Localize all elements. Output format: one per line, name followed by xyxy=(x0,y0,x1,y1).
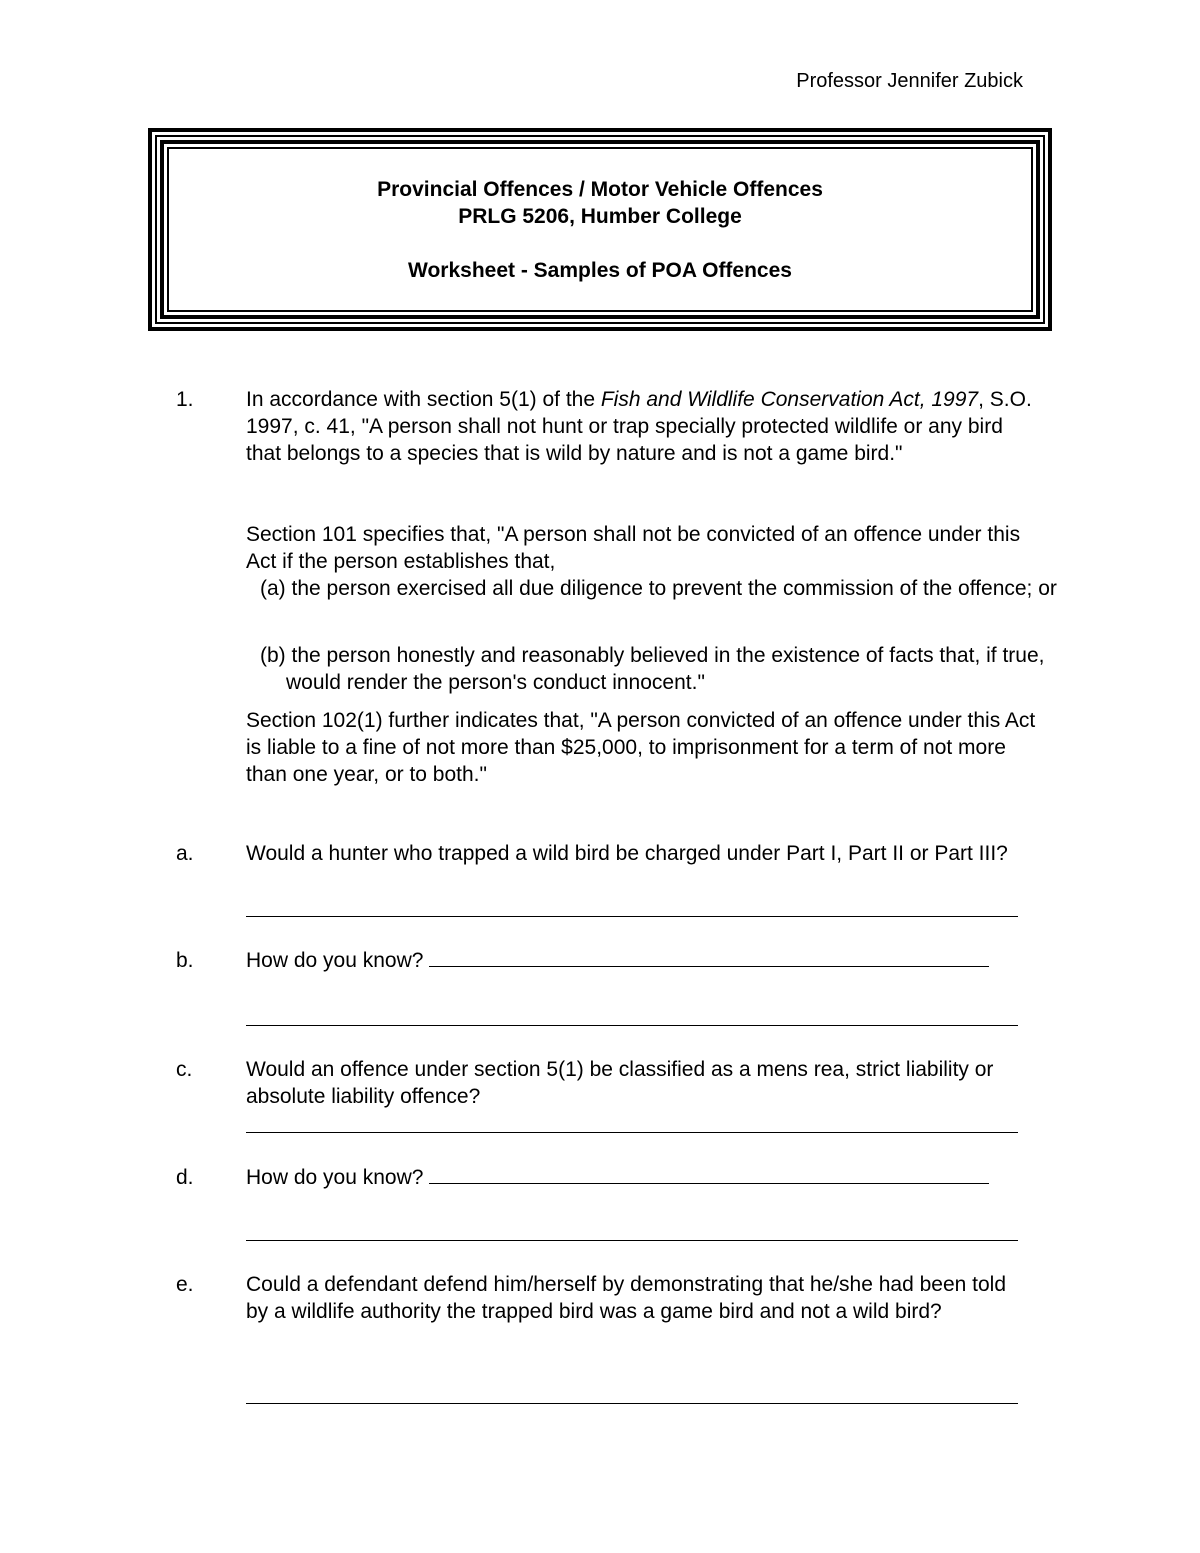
inline-answer-line-b[interactable] xyxy=(429,948,989,967)
section-101-text: Section 101 specifies that, "A person shall not be convicted of an offence under this Act if the person establishes that, xyxy=(246,523,1021,573)
question-text: Could a defendant defend him/herself by demonstrating that he/she had been told by a wildlife authority the trapped bird was a game bird and not a wild bird? xyxy=(246,1273,1007,1323)
question-letter: b. xyxy=(176,949,194,972)
inline-answer-line-d[interactable] xyxy=(429,1165,989,1184)
course-code: PRLG 5206, Humber College xyxy=(458,204,742,228)
course-title: Provincial Offences / Motor Vehicle Offences xyxy=(377,177,823,201)
question-letter: a. xyxy=(176,842,194,865)
answer-line-e[interactable] xyxy=(246,1403,1018,1404)
answer-line-d[interactable] xyxy=(246,1240,1018,1241)
question-text: How do you know? xyxy=(246,947,1026,974)
question-text: Would a hunter who trapped a wild bird be charged under Part I, Part II or Part III? xyxy=(246,842,1008,865)
question-letter: d. xyxy=(176,1166,194,1189)
answer-line-a[interactable] xyxy=(246,916,1018,917)
question-letter: e. xyxy=(176,1273,194,1296)
title-box xyxy=(148,128,1052,331)
question-number: 1. xyxy=(176,388,194,411)
act-name: Fish and Wildlife Conservation Act, 1997 xyxy=(600,388,979,411)
answer-line-b[interactable] xyxy=(246,1025,1018,1026)
section-102-text: Section 102(1) further indicates that, "A person convicted of an offence under this Act is liable to a fine of not more than $25,000, to imprisonment for a term of not more than one year, or to both." xyxy=(246,709,1036,786)
statute-quote: In accordance with section 5(1) of the Fish and Wildlife Conservation Act, 1997, S.O. 1997, c. 41, "A person shall not hunt or trap specially protected wildlife or any bird that belongs to a species that is wild by nature and is not a game bird." xyxy=(246,388,1032,465)
defence-b: (b) the person honestly and reasonably believed in the existence of facts that, if true, would render the person's conduct innocent." xyxy=(260,644,1045,694)
question-text: How do you know? xyxy=(246,1164,1026,1191)
author-header: Professor Jennifer Zubick xyxy=(796,70,1023,92)
question-letter: c. xyxy=(176,1058,193,1081)
worksheet-title: Worksheet - Samples of POA Offences xyxy=(408,258,792,282)
answer-line-c[interactable] xyxy=(246,1132,1018,1133)
question-text: Would an offence under section 5(1) be classified as a mens rea, strict liability or absolute liability offence? xyxy=(246,1058,994,1108)
defence-a: (a) the person exercised all due diligence to prevent the commission of the offence; or xyxy=(260,577,1057,600)
